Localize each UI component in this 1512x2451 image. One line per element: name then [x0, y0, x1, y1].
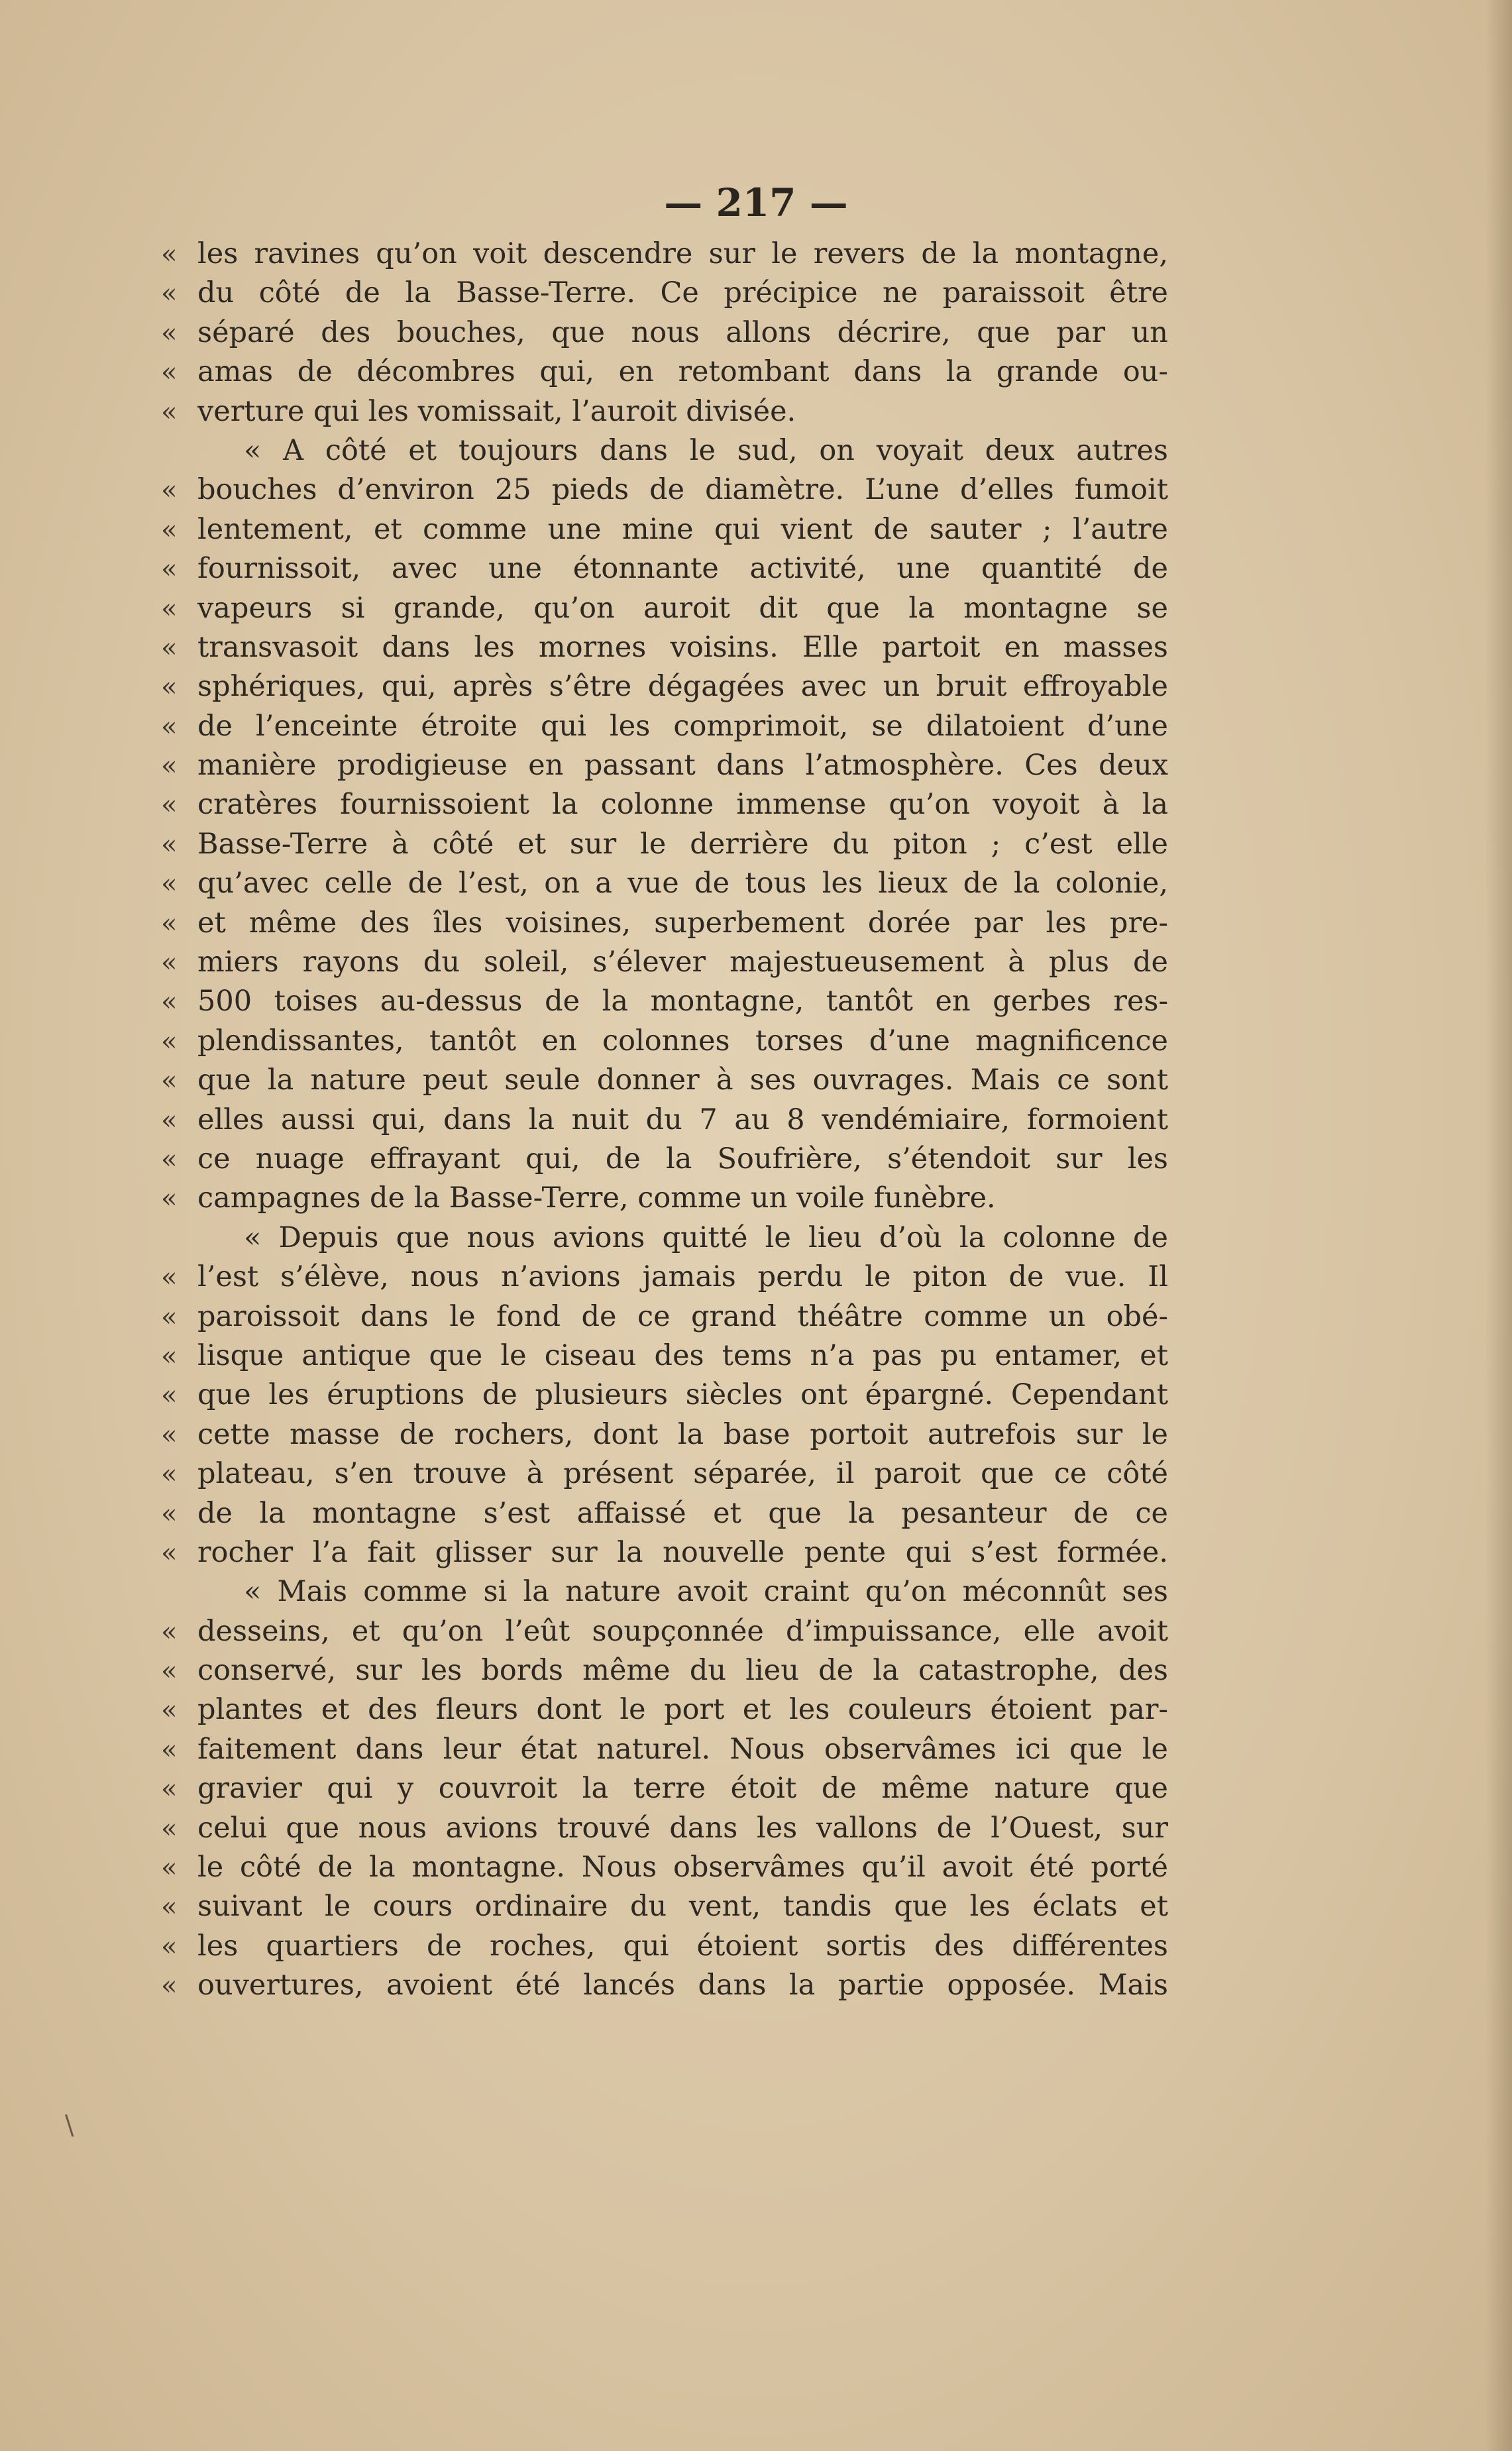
guillemet-mark: «: [161, 1616, 178, 1647]
line-text: plantes et des fleurs dont le port et les couleurs étoient par-: [197, 1693, 1168, 1727]
line-text: desseins, et qu’on l’eût soupçonnée d’impuissance, elle avoit: [197, 1614, 1168, 1648]
guillemet-mark: «: [161, 475, 178, 506]
line-text: du côté de la Basse-Terre. Ce précipice ne paraissoit être: [197, 276, 1168, 310]
text-line: [161, 1300, 1168, 1339]
guillemet-mark: «: [161, 1537, 178, 1568]
line-text: amas de décombres qui, en retombant dans la grande ou-: [197, 355, 1168, 389]
guillemet-mark: «: [161, 1262, 178, 1293]
line-text: manière prodigieuse en passant dans l’atmosphère. Ces deux: [197, 749, 1168, 783]
text-line: [161, 1930, 1168, 1969]
text-line: [161, 749, 1168, 788]
text-line: [161, 710, 1168, 749]
text-line: [161, 1103, 1168, 1142]
text-line: [161, 1457, 1168, 1496]
body-text: [161, 237, 1168, 2008]
line-text: Basse-Terre à côté et sur le derrière du piton ; c’est elle: [197, 827, 1168, 861]
text-line: [161, 355, 1168, 394]
line-text: lentement, et comme une mine qui vient de sauter ; l’autre: [197, 512, 1168, 546]
page-number: — 217 —: [664, 180, 848, 225]
line-text: les ravines qu’on voit descendre sur le revers de la montagne,: [197, 237, 1168, 270]
guillemet-mark: «: [161, 711, 178, 742]
stray-mark: \: [65, 2110, 74, 2141]
text-line: [161, 1536, 1168, 1575]
line-text: rocher l’a fait glisser sur la nouvelle pente qui s’est formée.: [197, 1535, 1168, 1569]
text-line: [161, 1812, 1168, 1851]
guillemet-mark: «: [161, 672, 178, 703]
guillemet-mark: «: [161, 1144, 178, 1175]
guillemet-mark: «: [161, 1340, 178, 1372]
line-text: que la nature peut seule donner à ses ouvrages. Mais ce sont: [197, 1063, 1168, 1097]
text-line: [161, 276, 1168, 315]
guillemet-mark: «: [161, 278, 178, 309]
guillemet-mark: «: [161, 1301, 178, 1333]
guillemet-mark: «: [161, 514, 178, 545]
page-edge-shadow: [1485, 0, 1512, 2451]
text-line: [161, 867, 1168, 906]
text-line: [161, 552, 1168, 591]
line-text: verture qui les vomissait, l’auroit divisée.: [197, 394, 796, 428]
guillemet-mark: «: [161, 1498, 178, 1529]
line-text: de la montagne s’est affaissé et que la pesanteur de ce: [197, 1496, 1168, 1530]
text-line: [161, 1615, 1168, 1654]
text-line: [161, 1181, 1168, 1221]
guillemet-mark: «: [161, 1774, 178, 1805]
guillemet-mark: «: [161, 396, 178, 427]
text-line: [161, 1378, 1168, 1417]
line-text: lisque antique que le ciseau des tems n’a pas pu entamer, et: [197, 1338, 1168, 1372]
guillemet-mark: «: [161, 1695, 178, 1726]
text-line: [161, 906, 1168, 946]
text-line: [161, 1851, 1168, 1890]
text-line: [161, 1142, 1168, 1181]
line-text: le côté de la montagne. Nous observâmes qu’il avoit été porté: [197, 1851, 1168, 1884]
text-line: [161, 1693, 1168, 1732]
text-line: [161, 434, 1168, 473]
guillemet-mark: «: [161, 751, 178, 782]
text-line: [161, 788, 1168, 827]
line-text: cette masse de rochers, dont la base portoit autrefois sur le: [197, 1417, 1168, 1451]
guillemet-mark: «: [161, 1734, 178, 1765]
text-line: [161, 1654, 1168, 1693]
text-line: [161, 1733, 1168, 1772]
text-line: [161, 473, 1168, 512]
text-line: [161, 946, 1168, 985]
text-line: [161, 592, 1168, 631]
line-text: qu’avec celle de l’est, on a vue de tous les lieux de la colonie,: [197, 867, 1168, 900]
guillemet-mark: «: [161, 357, 178, 388]
line-text: ouvertures, avoient été lancés dans la partie opposée. Mais: [197, 1969, 1168, 2002]
text-line: [161, 985, 1168, 1024]
line-text: que les éruptions de plusieurs siècles ont épargné. Cependant: [197, 1378, 1168, 1412]
text-line: [161, 1024, 1168, 1063]
text-line: [161, 1221, 1168, 1260]
guillemet-mark: «: [161, 554, 178, 585]
guillemet-mark: «: [161, 1892, 178, 1923]
text-line: [161, 631, 1168, 670]
text-line: [161, 1969, 1168, 2008]
line-text: fournissoit, avec une étonnante activité, une quantité de: [197, 552, 1168, 586]
line-text: miers rayons du soleil, s’élever majestueusement à plus de: [197, 946, 1168, 979]
line-text: plendissantes, tantôt en colonnes torses d’une magnificence: [197, 1024, 1168, 1058]
line-text: vapeurs si grande, qu’on auroit dit que la montagne se: [197, 591, 1168, 625]
text-line: [161, 1418, 1168, 1457]
line-text: « A côté et toujours dans le sud, on voyait deux autres: [244, 433, 1168, 467]
guillemet-mark: «: [161, 908, 178, 939]
guillemet-mark: «: [161, 1419, 178, 1450]
text-line: [161, 1772, 1168, 1811]
line-text: conservé, sur les bords même du lieu de la catastrophe, des: [197, 1654, 1168, 1688]
line-text: les quartiers de roches, qui étoient sortis des différentes: [197, 1929, 1168, 1963]
line-text: « Depuis que nous avions quitté le lieu d’où la colonne de: [244, 1221, 1168, 1254]
guillemet-mark: «: [161, 1459, 178, 1490]
guillemet-mark: «: [161, 1183, 178, 1215]
guillemet-mark: «: [161, 1026, 178, 1057]
line-text: l’est s’élève, nous n’avions jamais perdu le piton de vue. Il: [197, 1260, 1168, 1294]
line-text: et même des îles voisines, superbement dorée par les pre-: [197, 906, 1168, 940]
text-line: [161, 1890, 1168, 1929]
guillemet-mark: «: [161, 1380, 178, 1411]
line-text: sphériques, qui, après s’être dégagées avec un bruit effroyable: [197, 670, 1168, 704]
guillemet-mark: «: [161, 593, 178, 624]
text-line: [161, 316, 1168, 355]
guillemet-mark: «: [161, 1105, 178, 1136]
line-text: gravier qui y couvroit la terre étoit de même nature que: [197, 1772, 1168, 1806]
guillemet-mark: «: [161, 632, 178, 663]
guillemet-mark: «: [161, 1853, 178, 1884]
text-line: [161, 1575, 1168, 1614]
guillemet-mark: «: [161, 1971, 178, 2002]
line-text: 500 toises au-dessus de la montagne, tantôt en gerbes res-: [197, 985, 1168, 1018]
guillemet-mark: «: [161, 790, 178, 821]
guillemet-mark: «: [161, 239, 178, 270]
line-text: faitement dans leur état naturel. Nous observâmes ici que le: [197, 1732, 1168, 1766]
line-text: transvasoit dans les mornes voisins. Elle partoit en masses: [197, 630, 1168, 664]
line-text: cratères fournissoient la colonne immense qu’on voyoit à la: [197, 788, 1168, 822]
text-line: [161, 237, 1168, 276]
text-line: [161, 828, 1168, 867]
line-text: séparé des bouches, que nous allons décrire, que par un: [197, 315, 1168, 349]
guillemet-mark: «: [161, 1065, 178, 1097]
line-text: plateau, s’en trouve à présent séparée, il paroit que ce côté: [197, 1457, 1168, 1491]
guillemet-mark: «: [161, 948, 178, 979]
text-line: [161, 513, 1168, 552]
line-text: suivant le cours ordinaire du vent, tandis que les éclats et: [197, 1890, 1168, 1924]
text-line: [161, 1260, 1168, 1299]
line-text: bouches d’environ 25 pieds de diamètre. L’une d’elles fumoit: [197, 473, 1168, 507]
line-text: ce nuage effrayant qui, de la Soufrière, s’étendoit sur les: [197, 1142, 1168, 1175]
text-line: [161, 1497, 1168, 1536]
guillemet-mark: «: [161, 1813, 178, 1844]
line-text: de l’enceinte étroite qui les comprimoit, se dilatoient d’une: [197, 709, 1168, 743]
text-line: [161, 1063, 1168, 1103]
guillemet-mark: «: [161, 987, 178, 1018]
line-text: campagnes de la Basse-Terre, comme un voile funèbre.: [197, 1181, 996, 1215]
line-text: celui que nous avions trouvé dans les vallons de l’Ouest, sur: [197, 1811, 1168, 1845]
text-line: [161, 1339, 1168, 1378]
guillemet-mark: «: [161, 1931, 178, 1962]
guillemet-mark: «: [161, 317, 178, 349]
guillemet-mark: «: [161, 869, 178, 900]
text-line: [161, 395, 1168, 434]
line-text: paroissoit dans le fond de ce grand théâtre comme un obé-: [197, 1299, 1168, 1333]
line-text: « Mais comme si la nature avoit craint qu’on méconnût ses: [244, 1575, 1168, 1609]
guillemet-mark: «: [161, 1656, 178, 1687]
line-text: elles aussi qui, dans la nuit du 7 au 8 vendémiaire, formoient: [197, 1103, 1168, 1136]
guillemet-mark: «: [161, 829, 178, 860]
text-line: [161, 670, 1168, 709]
